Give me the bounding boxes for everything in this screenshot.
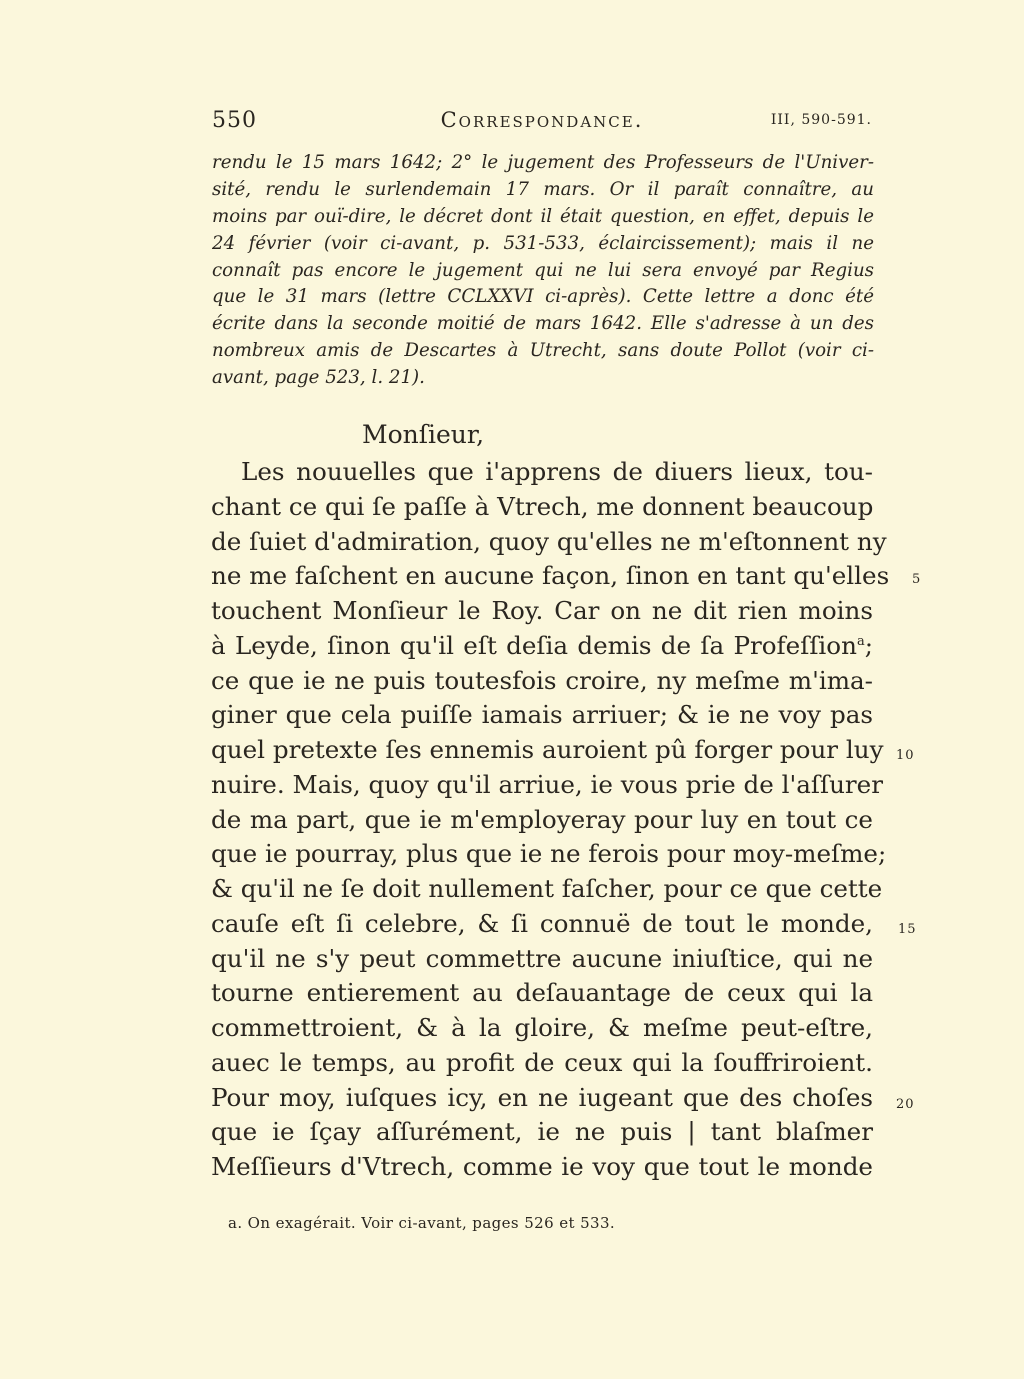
letter-line: Pour moy, iuſques icy, en ne iugeant que des choſes <box>211 1082 873 1112</box>
volume-reference: III, 590-591. <box>770 112 872 128</box>
letter-line: que ie ſçay aſſurément, ie ne puis | tant blaſmer <box>211 1117 873 1147</box>
letter-line: quel pretexte ſes ennemis auroient pû forger pour luy <box>211 735 884 764</box>
letter-line: de ſuiet d'admiration, quoy qu'elles ne m'eſtonnent ny <box>211 526 887 556</box>
letter-line: & qu'il ne ſe doit nullement faſcher, pour ce que cette <box>211 874 883 903</box>
salutation: Monſieur, <box>362 420 485 449</box>
intro-line: rendu le 15 mars 1642; 2° le jugement des Professeurs de l'Univer- <box>212 152 874 173</box>
intro-line: que le 31 mars (lettre CCLXXVI ci-après). Cette lettre a donc été <box>212 286 874 308</box>
letter-line <box>211 629 873 664</box>
footnote: a. On exagérait. Voir ci-avant, pages 526 et 533. <box>228 1214 616 1232</box>
letter-line: nuire. Mais, quoy qu'il arriue, ie vous prie de l'aſſurer <box>211 769 883 799</box>
letter-line: Les nouuelles que i'apprens de diuers lieux, tou- <box>241 457 873 486</box>
line-number: 20 <box>896 1097 915 1112</box>
letter-line: de ma part, que ie m'employeray pour luy en tout ce <box>211 804 873 834</box>
letter-line-text: à Leyde, ſinon qu'il eſt deſia demis de ſa Profeſſion <box>211 630 857 660</box>
letter-line: touchent Monſieur le Roy. Car on ne dit rien moins <box>211 596 873 625</box>
intro-line: 24 février (voir ci-avant, p. 531-533, éclaircissement); mais il ne <box>212 232 874 254</box>
page-header <box>212 108 872 138</box>
letter-line: cauſe eſt ſi celebre, & ſi connuë de tout le monde, <box>211 908 873 938</box>
letter-line: auec le temps, au profit de ceux qui la ſouffriroient. <box>211 1047 873 1077</box>
letter-line: giner que cela puiſſe iamais arriuer; & ie ne voy pas <box>211 700 873 730</box>
letter-line: Meſſieurs d'Vtrech, comme ie voy que tout le monde <box>211 1152 873 1181</box>
intro-line: sité, rendu le surlendemain 17 mars. Or il paraît connaître, au <box>212 178 874 200</box>
intro-line: nombreux amis de Descartes à Utrecht, sans doute Pollot (voir ci- <box>212 340 874 362</box>
running-title: Correspondance. <box>440 108 644 132</box>
line-number: 15 <box>898 922 917 937</box>
page-number: 550 <box>212 108 257 133</box>
letter-line: chant ce qui ſe paſſe à Vtrech, me donnent beaucoup <box>211 491 874 521</box>
letter-line: ce que ie ne puis toutesfois croire, ny meſme m'ima- <box>211 665 873 695</box>
line-number: 10 <box>896 748 915 763</box>
intro-line: avant, page 523, l. 21). <box>212 367 425 389</box>
footnote-marker: a <box>856 633 865 649</box>
letter-line: que ie pourray, plus que ie ne ferois pour moy-meſme; <box>211 839 887 869</box>
line-punctuation: ; <box>864 630 873 660</box>
letter-body <box>211 455 890 1185</box>
letter-line: commettroient, & à la gloire, & meſme peut-eſtre, <box>211 1013 873 1042</box>
intro-line: moins par ouï-dire, le décret dont il était question, en effet, depuis le <box>212 205 874 227</box>
intro-line: écrite dans la seconde moitié de mars 1642. Elle s'adresse à un des <box>212 313 874 335</box>
line-number: 5 <box>912 572 922 587</box>
intro-line: connaît pas encore le jugement qui ne lui sera envoyé par Regius <box>212 259 874 281</box>
letter-line: tourne entierement au deſauantage de ceux qui la <box>211 978 873 1008</box>
letter-line: ne me faſchent en aucune façon, ſinon en tant qu'elles <box>211 561 890 591</box>
letter-line: qu'il ne s'y peut commettre aucune iniuſtice, qui ne <box>211 943 873 973</box>
editorial-introduction <box>212 150 874 392</box>
